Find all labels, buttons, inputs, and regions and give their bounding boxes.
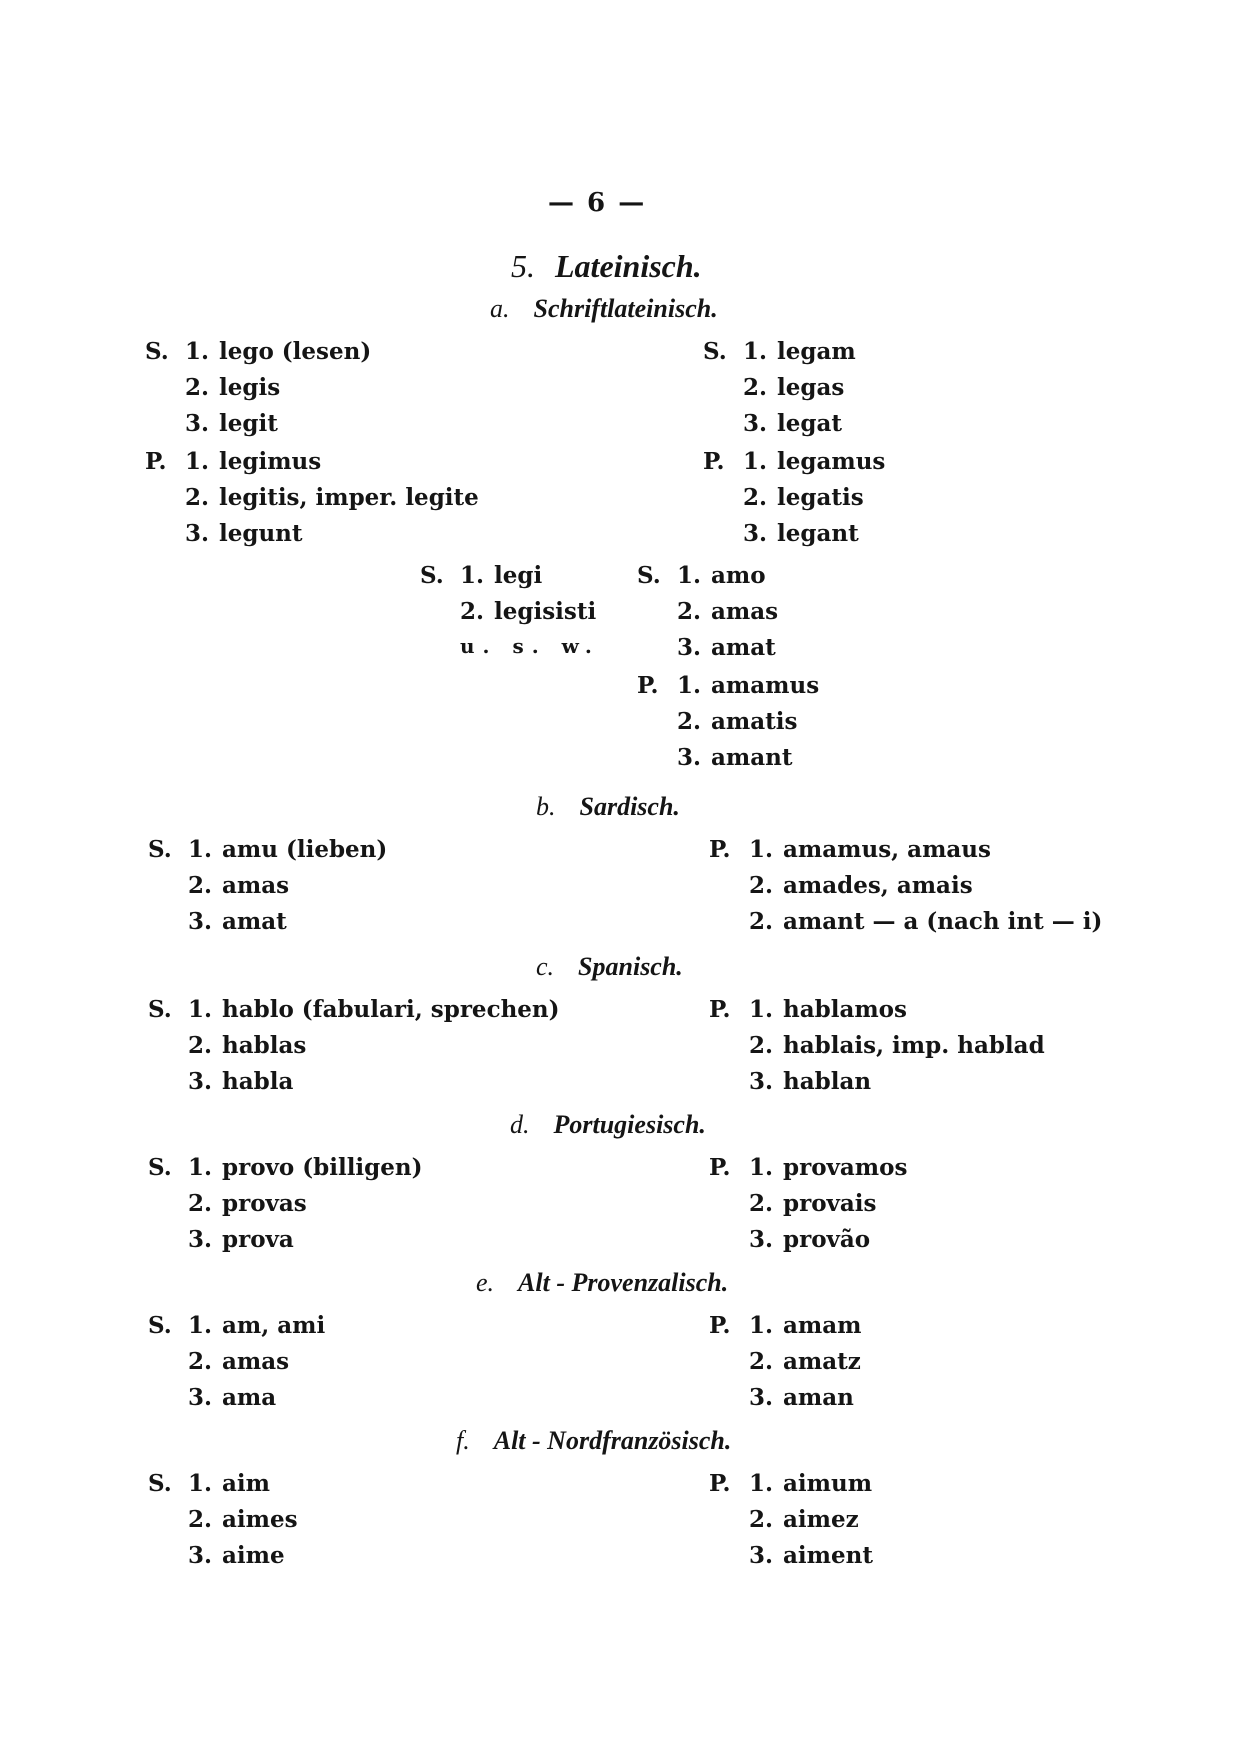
verb-form: legisisti xyxy=(494,598,597,625)
section-name: Lateinisch. xyxy=(555,248,702,284)
person-number: 3. xyxy=(188,908,213,935)
verb-form: amant — a (nach int — i) xyxy=(783,908,1103,935)
section-number: 5. xyxy=(511,248,535,284)
singular-label: S. xyxy=(145,338,169,365)
person-number: 2. xyxy=(185,374,210,401)
conj-row xyxy=(749,1508,859,1531)
plural-label: P. xyxy=(637,672,659,699)
person-number: 3. xyxy=(188,1068,213,1095)
person-number: 2. xyxy=(749,1506,774,1533)
verb-form: hablais, imp. hablad xyxy=(783,1032,1045,1059)
verb-form: amatz xyxy=(783,1348,861,1375)
person-number: 3. xyxy=(188,1384,213,1411)
conj-row xyxy=(637,564,766,587)
conj-row xyxy=(709,1472,872,1495)
verb-form: legamus xyxy=(777,448,886,475)
verb-form: hablan xyxy=(783,1068,872,1095)
conj-row xyxy=(703,450,885,473)
singular-label: S. xyxy=(703,338,727,365)
person-number: 3. xyxy=(188,1542,213,1569)
person-number: 1. xyxy=(677,562,702,589)
person-number: 1. xyxy=(185,448,210,475)
person-number: 1. xyxy=(743,338,768,365)
conj-row xyxy=(188,1386,276,1409)
singular-label: S. xyxy=(420,562,444,589)
conj-row xyxy=(709,998,907,1021)
verb-form: legam xyxy=(777,338,856,365)
verb-form: legit xyxy=(219,410,278,437)
person-number: 3. xyxy=(749,1542,774,1569)
conj-row xyxy=(749,874,973,897)
conj-row xyxy=(677,710,797,733)
verb-form: amas xyxy=(222,1348,290,1375)
conj-row xyxy=(637,674,819,697)
verb-form: amam xyxy=(783,1312,862,1339)
verb-form: lego (lesen) xyxy=(219,338,372,365)
conj-row xyxy=(677,746,793,769)
conj-row xyxy=(188,1508,298,1531)
person-number: 2. xyxy=(743,484,768,511)
singular-label: S. xyxy=(148,1312,172,1339)
person-number: 1. xyxy=(743,448,768,475)
subsection-title: Sardisch. xyxy=(579,792,680,821)
conj-row xyxy=(709,838,991,861)
person-number: 2. xyxy=(188,1348,213,1375)
verb-form: legatis xyxy=(777,484,864,511)
verb-form: amatis xyxy=(711,708,798,735)
conj-row xyxy=(749,1386,854,1409)
subsection-letter: b. xyxy=(536,792,556,821)
conj-row xyxy=(709,1314,861,1337)
plural-label: P. xyxy=(709,996,731,1023)
verb-form: amo xyxy=(711,562,766,589)
verb-form: provão xyxy=(783,1226,871,1253)
verb-form: aimes xyxy=(222,1506,298,1533)
person-number: 2. xyxy=(749,1190,774,1217)
verb-form: provas xyxy=(222,1190,307,1217)
person-number: 3. xyxy=(749,1068,774,1095)
subsection-letter: f. xyxy=(456,1426,470,1455)
verb-form: legitis, imper. legite xyxy=(219,484,479,511)
conj-row xyxy=(188,1350,289,1373)
conj-row xyxy=(188,1192,307,1215)
conj-row xyxy=(148,998,560,1021)
conj-row xyxy=(677,600,778,623)
person-number: 2. xyxy=(188,872,213,899)
verb-form: aim xyxy=(222,1470,270,1497)
conj-row xyxy=(743,522,859,545)
person-number: 1. xyxy=(677,672,702,699)
verb-form: am, ami xyxy=(222,1312,326,1339)
verb-form: habla xyxy=(222,1068,294,1095)
subsection-letter: d. xyxy=(510,1110,530,1139)
conj-row xyxy=(185,486,479,509)
conj-row xyxy=(185,376,280,399)
person-number: 3. xyxy=(749,1226,774,1253)
subsection-heading-d xyxy=(510,1112,706,1138)
person-number: 2. xyxy=(188,1190,213,1217)
verb-form: provo (billigen) xyxy=(222,1154,423,1181)
subsection-title: Portugiesisch. xyxy=(553,1110,706,1139)
verb-form: hablo (fabulari, sprechen) xyxy=(222,996,560,1023)
conj-row xyxy=(185,522,303,545)
section-title xyxy=(511,250,702,282)
subsection-heading-a xyxy=(490,296,718,322)
verb-form: legi xyxy=(494,562,543,589)
singular-label: S. xyxy=(148,836,172,863)
conj-row xyxy=(148,838,387,861)
subsection-heading-f xyxy=(456,1428,731,1454)
person-number: 2. xyxy=(460,598,485,625)
singular-label: S. xyxy=(148,996,172,1023)
person-number: 3. xyxy=(677,744,702,771)
conj-row xyxy=(188,1544,285,1567)
subsection-letter: e. xyxy=(476,1268,495,1297)
person-number: 3. xyxy=(677,634,702,661)
person-number: 1. xyxy=(749,1470,774,1497)
subsection-heading-b xyxy=(536,794,680,820)
verb-form: prova xyxy=(222,1226,294,1253)
person-number: 2. xyxy=(743,374,768,401)
conj-row xyxy=(749,1034,1045,1057)
subsection-letter: a. xyxy=(490,294,510,323)
conj-row xyxy=(749,1544,873,1567)
conj-row xyxy=(188,1228,294,1251)
singular-label: S. xyxy=(637,562,661,589)
subsection-title: Schriftlateinisch. xyxy=(533,294,718,323)
person-number: 1. xyxy=(749,1154,774,1181)
plural-label: P. xyxy=(709,1312,731,1339)
subsection-heading-e xyxy=(476,1270,728,1296)
person-number: 2. xyxy=(749,872,774,899)
person-number: 1. xyxy=(188,1154,213,1181)
verb-form: amades, amais xyxy=(783,872,973,899)
subsection-heading-c xyxy=(536,954,683,980)
conj-row xyxy=(145,450,321,473)
conj-row xyxy=(460,600,596,623)
conj-row xyxy=(148,1314,325,1337)
person-number: 2. xyxy=(749,1348,774,1375)
verb-form: amat xyxy=(711,634,776,661)
verb-form: legunt xyxy=(219,520,303,547)
conj-row xyxy=(749,1350,861,1373)
conj-row xyxy=(703,340,856,363)
verb-form: amat xyxy=(222,908,287,935)
conj-row xyxy=(188,910,287,933)
person-number: 2. xyxy=(188,1032,213,1059)
conj-row xyxy=(709,1156,907,1179)
singular-label: S. xyxy=(148,1470,172,1497)
person-number: 3. xyxy=(743,520,768,547)
verb-form: ama xyxy=(222,1384,277,1411)
plural-label: P. xyxy=(709,1154,731,1181)
conj-row xyxy=(749,1192,877,1215)
verb-form: amant xyxy=(711,744,793,771)
verb-form: legis xyxy=(219,374,281,401)
verb-form: amas xyxy=(222,872,290,899)
person-number: 1. xyxy=(188,836,213,863)
conj-row xyxy=(420,564,542,587)
person-number: 2. xyxy=(749,908,774,935)
conj-row xyxy=(188,1070,293,1093)
verb-form: hablas xyxy=(222,1032,307,1059)
verb-form: legimus xyxy=(219,448,322,475)
verb-form: aman xyxy=(783,1384,854,1411)
person-number: 2. xyxy=(749,1032,774,1059)
verb-form: legant xyxy=(777,520,859,547)
verb-form: legas xyxy=(777,374,845,401)
person-number: 1. xyxy=(749,996,774,1023)
conj-row xyxy=(749,1070,871,1093)
person-number: 1. xyxy=(188,1470,213,1497)
verb-form: hablamos xyxy=(783,996,907,1023)
conj-row xyxy=(749,910,1102,933)
conj-row xyxy=(148,1156,423,1179)
person-number: 3. xyxy=(188,1226,213,1253)
person-number: 3. xyxy=(185,410,210,437)
verb-form: legat xyxy=(777,410,842,437)
plural-label: P. xyxy=(709,1470,731,1497)
person-number: 2. xyxy=(677,708,702,735)
person-number: 1. xyxy=(188,1312,213,1339)
verb-form: provais xyxy=(783,1190,877,1217)
conj-row xyxy=(145,340,371,363)
person-number: 2. xyxy=(677,598,702,625)
conj-row xyxy=(743,376,844,399)
verb-form: aimum xyxy=(783,1470,873,1497)
verb-form: amamus xyxy=(711,672,820,699)
conj-row xyxy=(148,1472,270,1495)
verb-form: aiment xyxy=(783,1542,873,1569)
person-number: 3. xyxy=(185,520,210,547)
verb-form: aimez xyxy=(783,1506,859,1533)
person-number: 1. xyxy=(460,562,485,589)
conj-row xyxy=(677,636,776,659)
verb-form: amu (lieben) xyxy=(222,836,388,863)
verb-form: amamus, amaus xyxy=(783,836,991,863)
subsection-title: Alt - Nordfranzösisch. xyxy=(493,1426,732,1455)
etc-abbreviation: u. s. w. xyxy=(460,634,600,658)
conj-row xyxy=(749,1228,870,1251)
person-number: 1. xyxy=(188,996,213,1023)
verb-form: aime xyxy=(222,1542,285,1569)
conj-row xyxy=(743,486,864,509)
person-number: 3. xyxy=(749,1384,774,1411)
subsection-title: Alt - Provenzalisch. xyxy=(518,1268,729,1297)
conj-row xyxy=(743,412,842,435)
verb-form: provamos xyxy=(783,1154,908,1181)
plural-label: P. xyxy=(709,836,731,863)
person-number: 1. xyxy=(749,1312,774,1339)
person-number: 1. xyxy=(185,338,210,365)
person-number: 1. xyxy=(749,836,774,863)
subsection-title: Spanisch. xyxy=(578,952,683,981)
conj-row xyxy=(188,874,289,897)
conj-row xyxy=(185,412,278,435)
subsection-letter: c. xyxy=(536,952,555,981)
verb-form: amas xyxy=(711,598,779,625)
plural-label: P. xyxy=(703,448,725,475)
singular-label: S. xyxy=(148,1154,172,1181)
page-number: — 6 — xyxy=(548,188,647,218)
conj-row xyxy=(188,1034,306,1057)
person-number: 2. xyxy=(188,1506,213,1533)
person-number: 3. xyxy=(743,410,768,437)
plural-label: P. xyxy=(145,448,167,475)
person-number: 2. xyxy=(185,484,210,511)
